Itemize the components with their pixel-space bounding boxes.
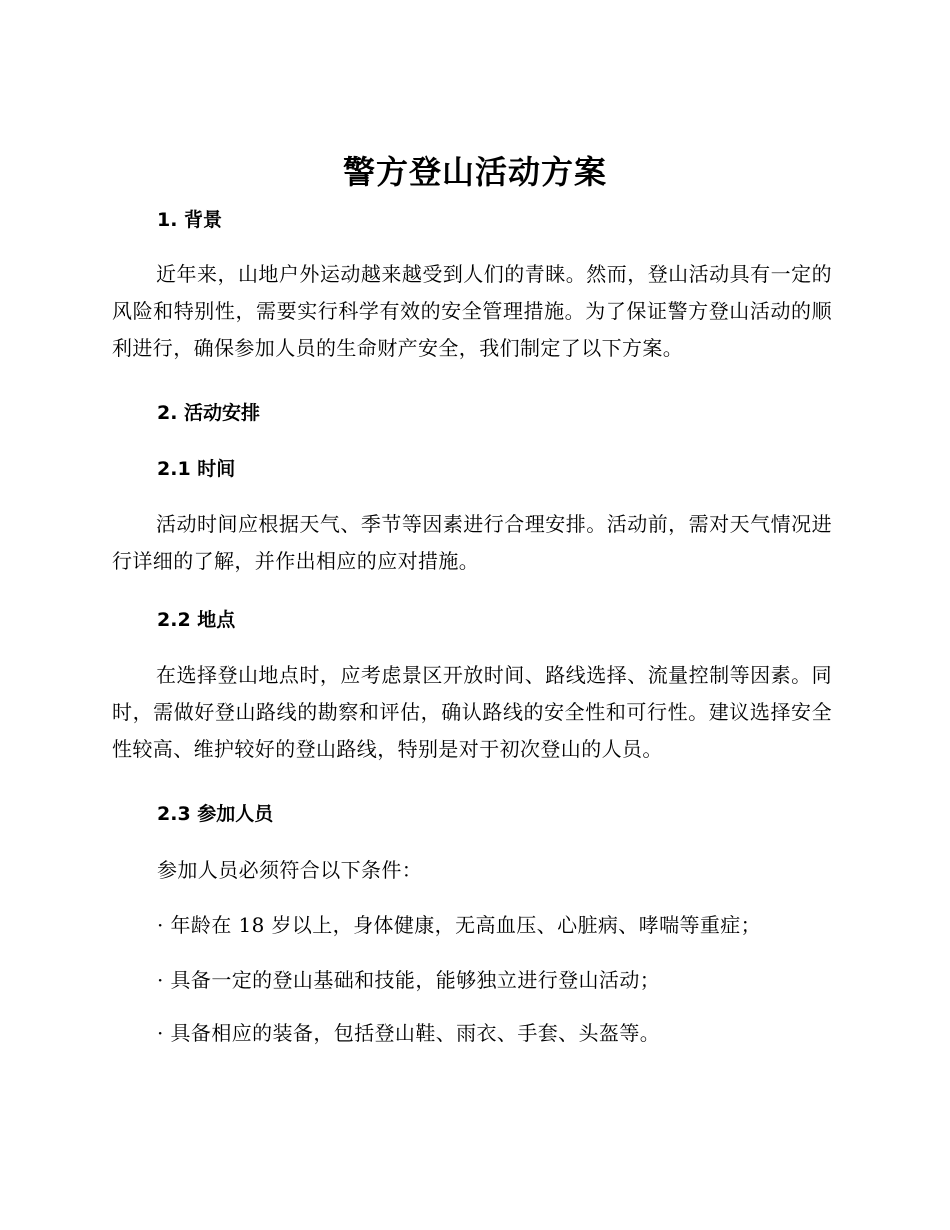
section-heading-location: 2.2 地点 <box>157 609 236 631</box>
section-heading-time: 2.1 时间 <box>157 458 236 480</box>
participants-intro: 参加人员必须符合以下条件： <box>157 858 423 882</box>
list-item: · 具备一定的登山基础和技能，能够独立进行登山活动； <box>157 968 661 992</box>
section-heading-arrangement: 2. 活动安排 <box>157 402 261 424</box>
section-heading-background: 1. 背景 <box>157 209 223 231</box>
list-item: · 具备相应的装备，包括登山鞋、雨衣、手套、头盔等。 <box>157 1021 661 1045</box>
paragraph-time: 活动时间应根据天气、季节等因素进行合理安排。活动前，需对天气情况进行详细的了解，并作出相应的应对措施。 <box>112 512 832 573</box>
section-heading-participants: 2.3 参加人员 <box>157 803 274 825</box>
list-item: · 年龄在 18 岁以上，身体健康，无高血压、心脏病、哮喘等重症； <box>157 913 762 937</box>
document-title: 警方登山活动方案 <box>342 153 607 191</box>
paragraph-background: 近年来，山地户外运动越来越受到人们的青睐。然而，登山活动具有一定的风险和特别性，需要实行科学有效的安全管理措施。为了保证警方登山活动的顺利进行，确保参加人员的生命财产安全，我们制定了以下方案。 <box>112 262 832 360</box>
paragraph-location: 在选择登山地点时，应考虑景区开放时间、路线选择、流量控制等因素。同时，需做好登山路线的勘察和评估，确认路线的安全性和可行性。建议选择安全性较高、维护较好的登山路线，特别是对于初次登山的人员。 <box>112 663 832 761</box>
